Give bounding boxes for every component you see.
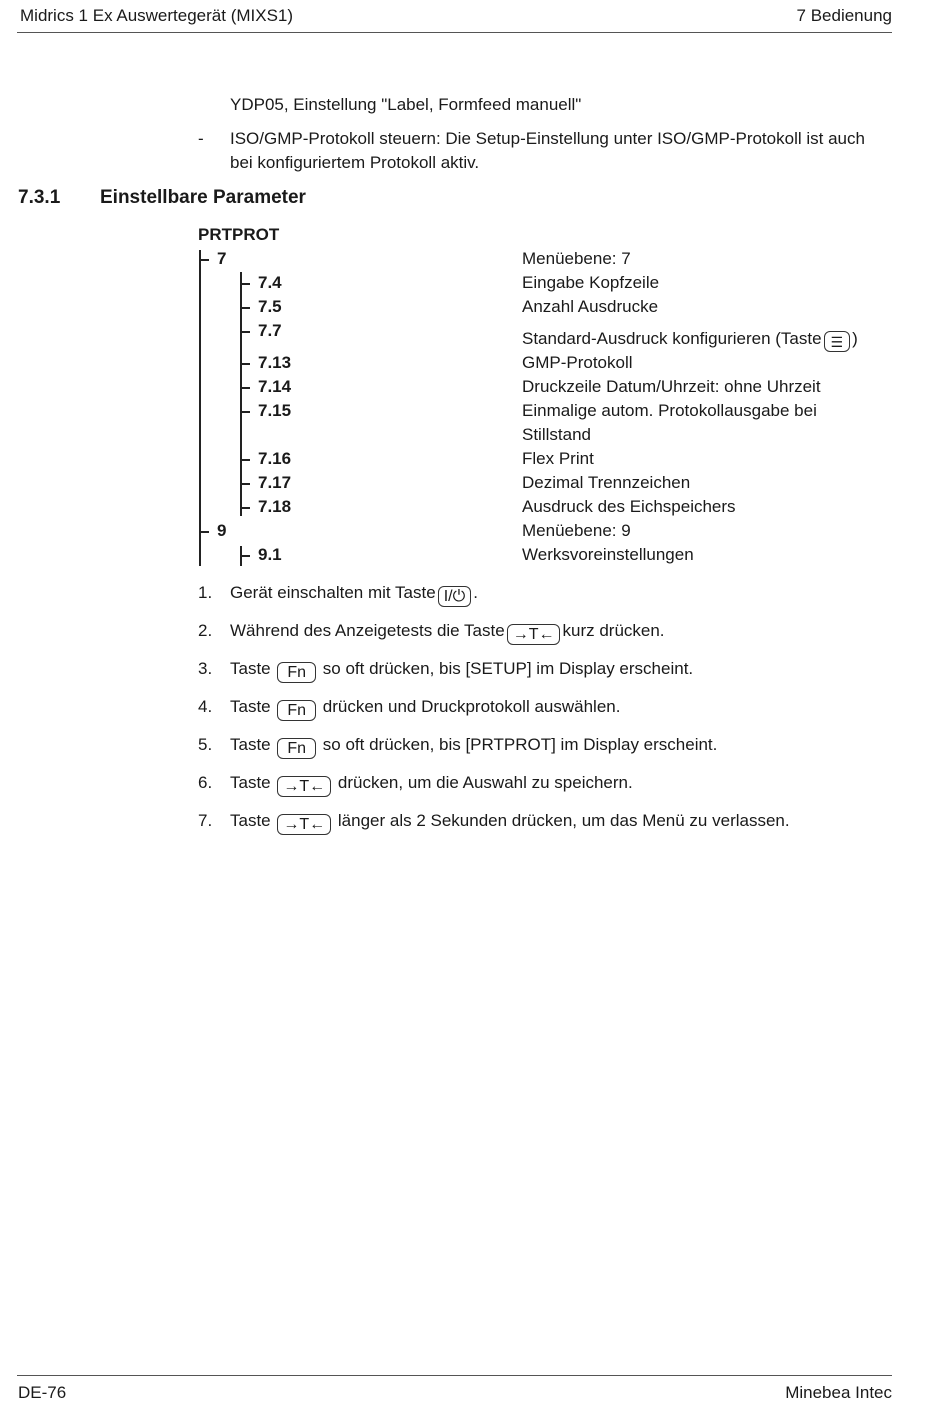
tree-desc-suffix: ) (852, 329, 858, 348)
step-text-post: drücken, um die Auswahl zu speichern. (337, 773, 633, 792)
step-text-post: kurz drücken. (562, 621, 665, 640)
step-text-pre: Taste (230, 659, 271, 678)
tree-code: 9.1 (258, 545, 282, 564)
tree-code: 7.5 (258, 297, 282, 316)
section-title: Einstellbare Parameter (100, 187, 306, 208)
tree-tick (240, 307, 250, 309)
footer-brand: Minebea Intec (785, 1383, 892, 1402)
fn-key-icon: Fn (277, 662, 316, 683)
header-title: Midrics 1 Ex Auswertegerät (MIXS1) (20, 6, 294, 25)
tree-code: 9 (217, 521, 227, 540)
fn-key-icon: Fn (277, 700, 316, 721)
tree-tick (240, 363, 250, 365)
tare-key-icon: →T← (277, 776, 331, 797)
tree-tick (240, 507, 250, 509)
tree-desc: Menüebene: 7 (522, 249, 631, 268)
step-number: 7. (198, 811, 213, 830)
step-text (230, 583, 478, 607)
page-number: DE-76 (18, 1383, 67, 1402)
tree-tick (240, 459, 250, 461)
step-text-pre: Gerät einschalten mit Taste (230, 583, 436, 602)
step-number: 5. (198, 735, 213, 754)
bullet-mark: - (198, 129, 204, 148)
tree-desc: Menüebene: 9 (522, 521, 631, 540)
step-number: 6. (198, 773, 213, 792)
step-text (230, 811, 790, 835)
bullet-line-1: ISO/GMP-Protokoll steuern: Die Setup-Einstellung unter ISO/GMP-Protokoll ist auch (230, 129, 865, 148)
section-number: 7.3.1 (18, 187, 61, 208)
step-text-post: so oft drücken, bis [SETUP] im Display erscheint. (322, 659, 694, 678)
tree-tick (240, 411, 250, 413)
tree-code: 7.13 (258, 353, 292, 372)
fn-key-icon: Fn (277, 738, 316, 759)
bullet-line-2: bei konfiguriertem Protokoll aktiv. (230, 153, 480, 172)
tree-tick (240, 387, 250, 389)
header-divider (17, 32, 892, 33)
tree-desc: Dezimal Trennzeichen (522, 473, 691, 492)
tree-desc-2: Stillstand (522, 425, 591, 444)
step-number: 3. (198, 659, 213, 678)
header-chapter: 7 Bedienung (796, 6, 892, 25)
tree-code: 7 (217, 249, 227, 268)
tree-tick (240, 331, 250, 333)
tree-desc: Eingabe Kopfzeile (522, 273, 660, 292)
tree-code: 7.16 (258, 449, 292, 468)
tree-desc: Werksvoreinstellungen (522, 545, 694, 564)
step-text (230, 659, 693, 683)
footer-divider (17, 1375, 892, 1376)
tree-desc: Anzahl Ausdrucke (522, 297, 659, 316)
tree-desc: Ausdruck des Eichspeichers (522, 497, 736, 516)
step-number: 1. (198, 583, 213, 602)
step-text-post: so oft drücken, bis [PRTPROT] im Display erscheint. (322, 735, 718, 754)
step-number: 2. (198, 621, 213, 640)
tree-line-outer (199, 250, 201, 566)
tree-desc-row (522, 329, 858, 352)
intro-line: YDP05, Einstellung "Label, Formfeed manuell" (230, 95, 582, 114)
tree-tick (240, 283, 250, 285)
tree-root: PRTPROT (198, 225, 280, 244)
tree-tick (240, 555, 250, 557)
tree-line-inner-7 (240, 272, 242, 516)
step-text-post: länger als 2 Sekunden drücken, um das Menü zu verlassen. (337, 811, 790, 830)
tree-desc: Standard-Ausdruck konfigurieren (Taste (522, 329, 822, 348)
tare-key-icon: →T← (507, 624, 561, 645)
step-number: 4. (198, 697, 213, 716)
step-text-pre: Taste (230, 697, 271, 716)
tree-code: 7.18 (258, 497, 292, 516)
tree-code: 7.15 (258, 401, 292, 420)
step-text-pre: Taste (230, 735, 271, 754)
tree-tick (199, 259, 209, 261)
tree-code: 7.7 (258, 321, 282, 340)
tree-desc: GMP-Protokoll (522, 353, 633, 372)
tree-desc: Druckzeile Datum/Uhrzeit: ohne Uhrzeit (522, 377, 821, 396)
tree-code: 7.4 (258, 273, 282, 292)
tree-desc: Einmalige autom. Protokollausgabe bei (522, 401, 817, 420)
step-text-pre: Taste (230, 773, 271, 792)
tree-code: 7.14 (258, 377, 292, 396)
power-key-icon: I/⏻ (438, 586, 472, 607)
step-text (230, 773, 633, 797)
step-text-post: drücken und Druckprotokoll auswählen. (322, 697, 621, 716)
tree-tick (199, 531, 209, 533)
step-text (230, 621, 665, 645)
step-text (230, 697, 620, 721)
print-key-icon: ☰ (824, 331, 851, 352)
tree-desc: Flex Print (522, 449, 594, 468)
tare-key-icon: →T← (277, 814, 331, 835)
step-text (230, 735, 717, 759)
step-text-pre: Taste (230, 811, 271, 830)
tree-code: 7.17 (258, 473, 292, 492)
step-text-post: . (473, 583, 478, 602)
step-text-pre: Während des Anzeigetests die Taste (230, 621, 505, 640)
tree-tick (240, 483, 250, 485)
